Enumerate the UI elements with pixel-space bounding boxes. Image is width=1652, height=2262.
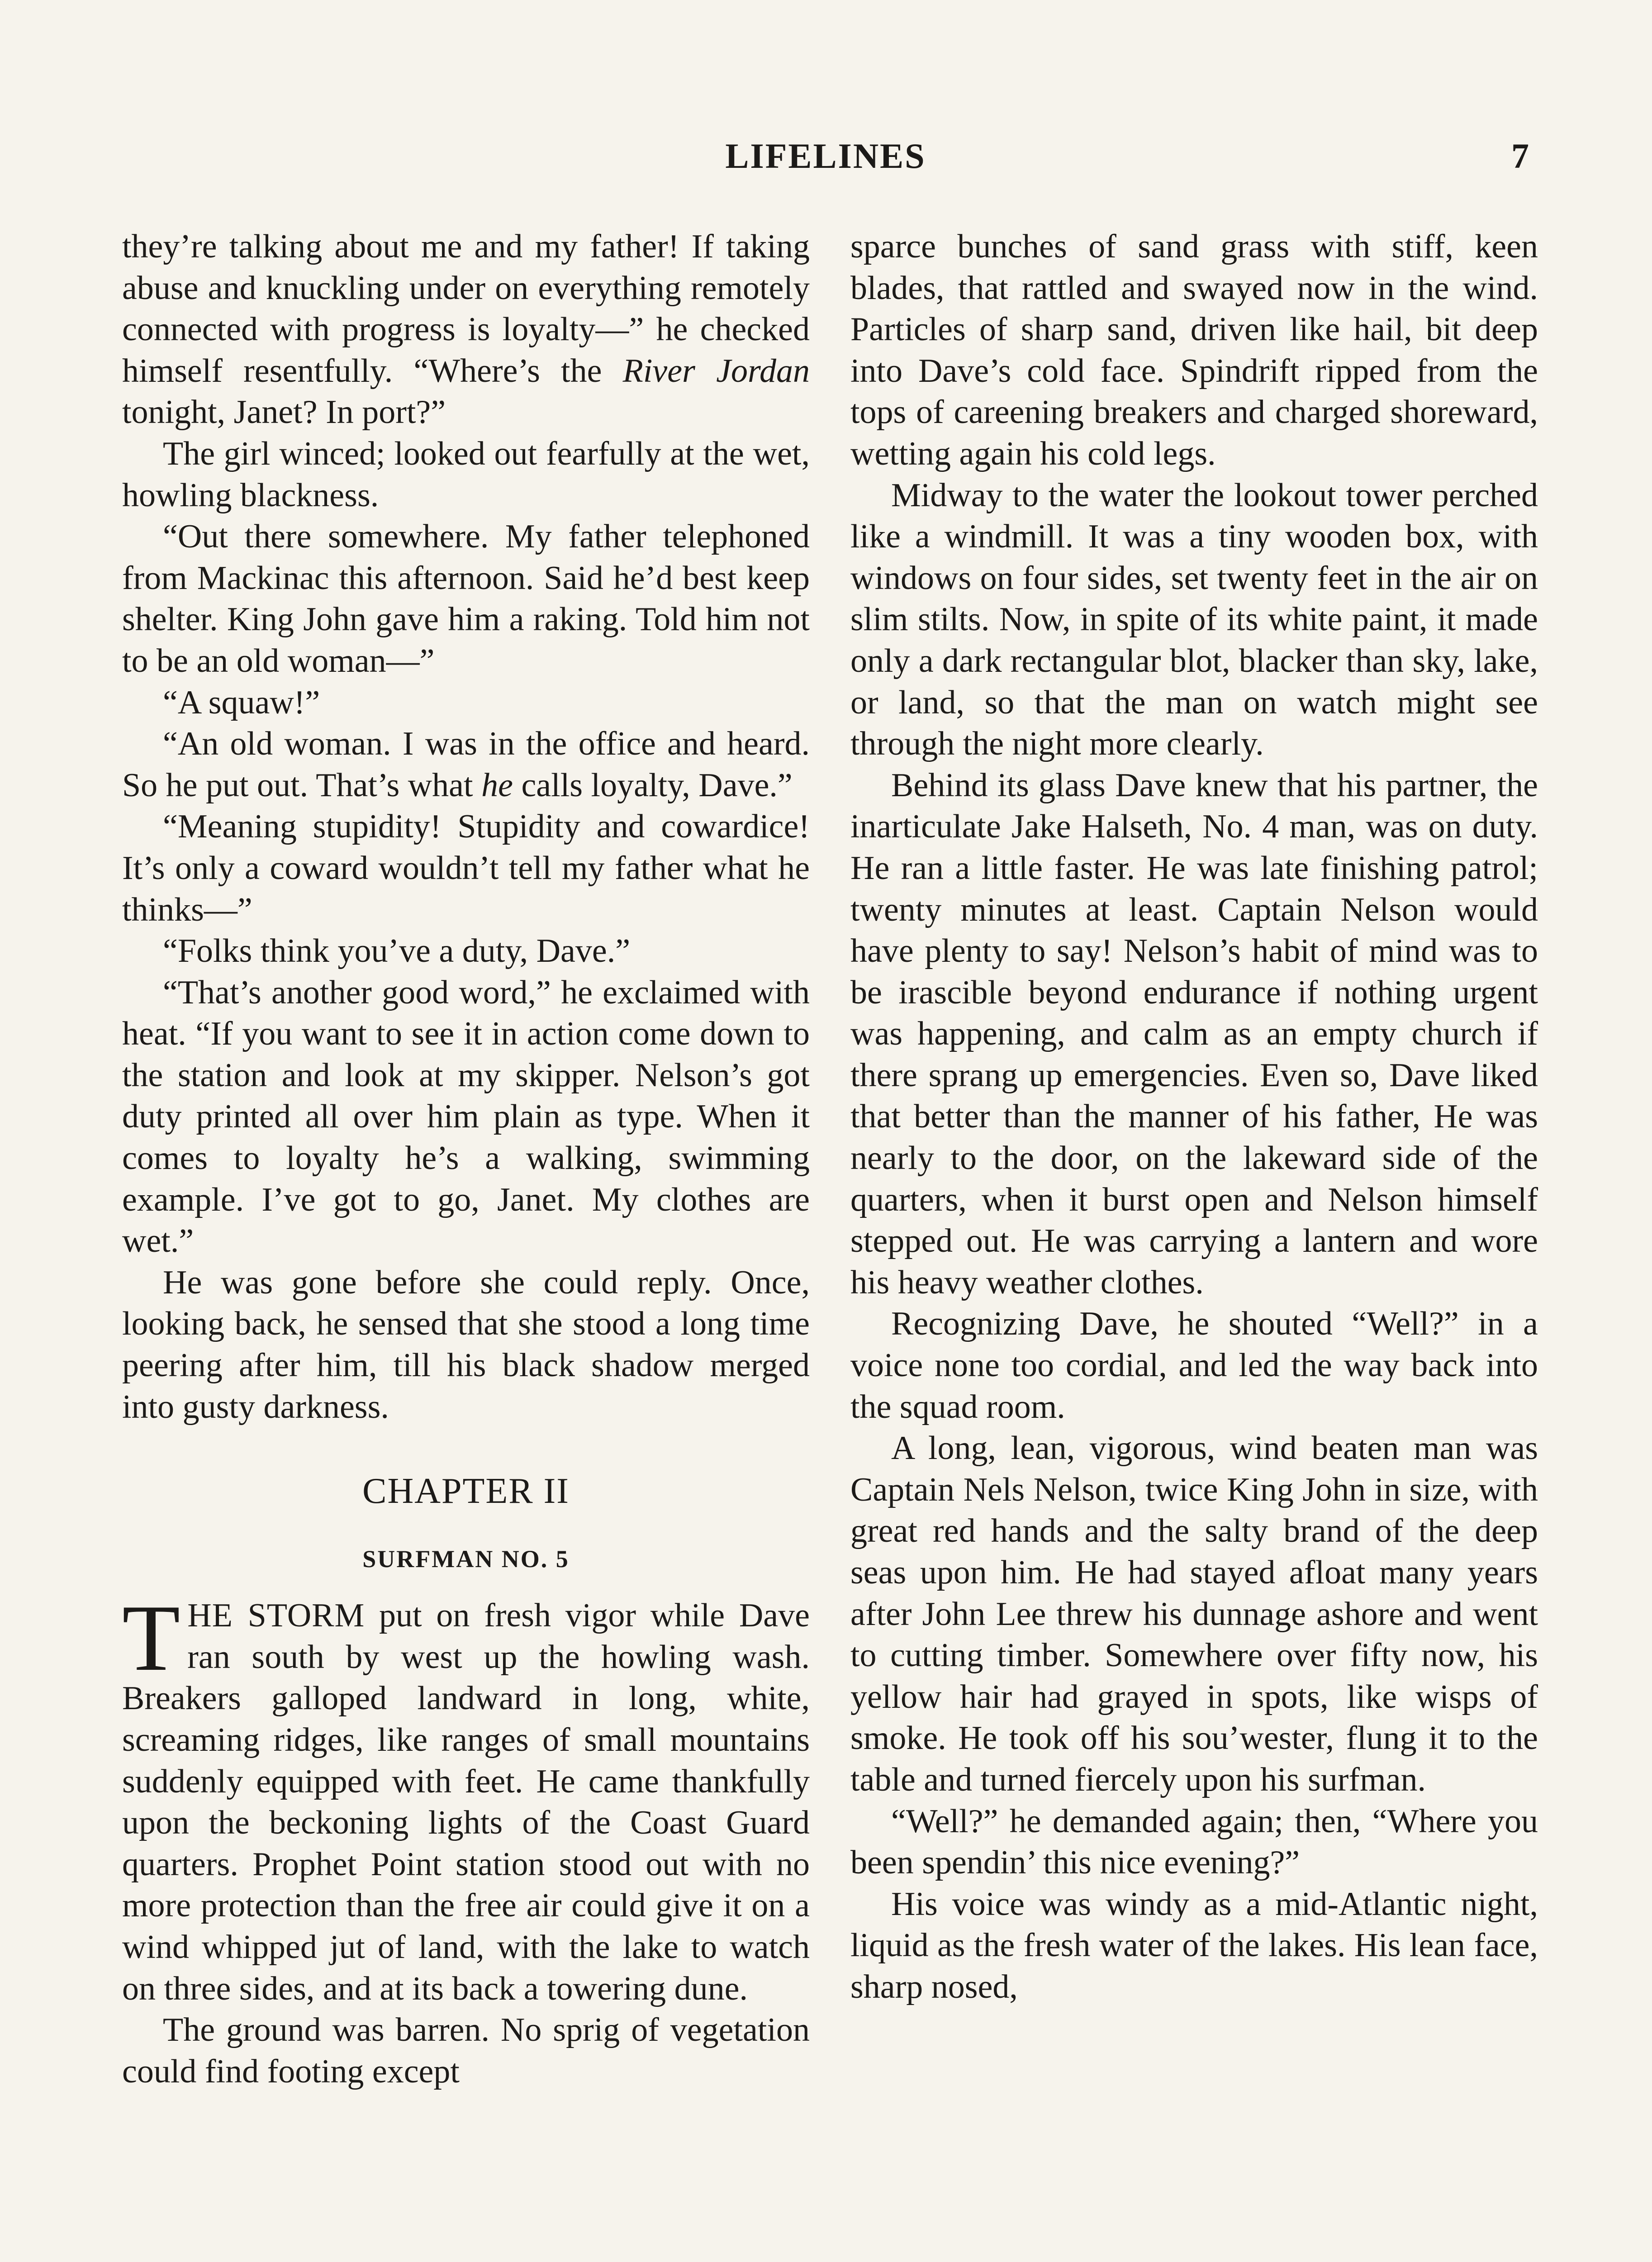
chapter-opening-paragraph bbox=[122, 1586, 810, 2010]
paragraph: He was gone before she could reply. Once, looking back, he sensed that she stood a long time peering after him, till his black shadow merged into gusty darkness. bbox=[122, 1264, 810, 1426]
chapter-title: CHAPTER II bbox=[362, 1471, 570, 1511]
paragraph: “That’s another good word,” he exclaimed with heat. “If you want to see it in action come down to the station and look at my skipper. Nelson’s got duty printed all over him plain as type. When it comes to loyalty he’s a walking, swimming example. I’ve got to go, Janet. My clothes are wet.” bbox=[122, 974, 810, 1260]
paragraph bbox=[122, 723, 810, 806]
page-header bbox=[122, 136, 1529, 185]
opening-words: HE STORM bbox=[187, 1597, 365, 1635]
text-run: put on fresh vigor while Dave ran south by west up the howling wash. Breakers galloped landward in long, white, screaming ridges, like ranges of small mountains suddenly equipped with feet. He came thankfully upon the beckoning lights of the Coast Guard quarters. Prophet Point station stood out with no more protection than the free air could give it on a wind whipped jut of land, with the lake to watch on three sides, and at its back a towering dune. bbox=[122, 1597, 810, 2007]
text-run: “An old woman. I was in the office and heard. So he put out. That’s what bbox=[122, 725, 810, 804]
drop-cap: T bbox=[122, 1586, 180, 1691]
paragraph: The girl winced; looked out fearfully at the wet, howling blackness. bbox=[122, 435, 810, 514]
italic-text: River Jordan bbox=[622, 352, 810, 390]
paragraph: “A squaw!” bbox=[163, 684, 320, 721]
paragraph: “Well?” he demanded again; then, “Where you been spendin’ this nice evening?” bbox=[850, 1802, 1538, 1882]
text-run: tonight, Janet? In port?” bbox=[122, 394, 446, 431]
paragraph: “Folks think you’ve a duty, Dave.” bbox=[163, 932, 631, 970]
paragraph: Behind its glass Dave knew that his partner, the inarticulate Jake Halseth, No. 4 man, was on duty. He ran a little faster. He was late finishing patrol; twenty minutes at least. Captain Nelson would have plenty to say! Nelson’s habit of mind was to be irascible beyond endurance if nothing urgent was happening, and calm as an empty church if there sprang up emergencies. Even so, Dave liked that better than the manner of his father, He was nearly to the door, on the lakeward side of the quarters, when it burst open and Nelson himself stepped out. He was carrying a lantern and wore his heavy weather clothes. bbox=[850, 766, 1538, 1301]
paragraph: The ground was barren. No sprig of vegetation could find footing except bbox=[122, 2011, 810, 2090]
paragraph: sparce bunches of sand grass with stiff, keen blades, that rattled and swayed now in the wind. Particles of sharp sand, driven like hail, bit deep into Dave’s cold face. Spindrift ripped from the tops of careening breakers and charged shoreward, wetting again his cold legs. bbox=[850, 228, 1538, 472]
paragraph: “Out there somewhere. My father telephoned from Mackinac this afternoon. Said he’d best keep shelter. King John gave him a raking. Told him not to be an old woman—” bbox=[122, 518, 810, 680]
text-run: calls loyalty, Dave.” bbox=[513, 766, 793, 804]
page-number: 7 bbox=[1511, 136, 1529, 176]
right-column bbox=[850, 226, 1538, 2008]
italic-text: he bbox=[481, 766, 513, 804]
paragraph: Recognizing Dave, he shouted “Well?” in a voice none too cordial, and led the way back into the squad room. bbox=[850, 1305, 1538, 1426]
paragraph: “Meaning stupidity! Stupidity and cowardice! It’s only a coward wouldn’t tell my father what he thinks—” bbox=[122, 808, 810, 928]
paragraph: His voice was windy as a mid-Atlantic night, liquid as the fresh water of the lakes. His lean face, sharp nosed, bbox=[850, 1885, 1538, 2005]
running-title: LIFELINES bbox=[725, 136, 926, 176]
paragraph: Midway to the water the lookout tower perched like a windmill. It was a tiny wooden box, with windows on four sides, set twenty feet in the air on slim stilts. Now, in spite of its white paint, it made only a dark rectangular blot, blacker than sky, lake, or land, so that the man on watch might see through the night more clearly. bbox=[850, 476, 1538, 763]
paragraph bbox=[122, 226, 810, 433]
chapter-subtitle: SURFMAN NO. 5 bbox=[362, 1545, 570, 1573]
text-run: they’re talking about me and my father! If taking abuse and knuckling under on everything remotely connected with progress is loyalty—” he checked himself resentfully. “Where’s the bbox=[122, 228, 810, 390]
paragraph: A long, lean, vigorous, wind beaten man was Captain Nels Nelson, twice King John in size, with great red hands and the salty brand of the deep seas upon him. He had stayed afloat many years after John Lee threw his dunnage ashore and went to cutting timber. Somewhere over fifty now, his yellow hair had grayed in spots, like wisps of smoke. He took off his sou’wester, flung it to the table and turned fiercely upon his surfman. bbox=[850, 1430, 1538, 1798]
left-column bbox=[122, 226, 810, 2092]
